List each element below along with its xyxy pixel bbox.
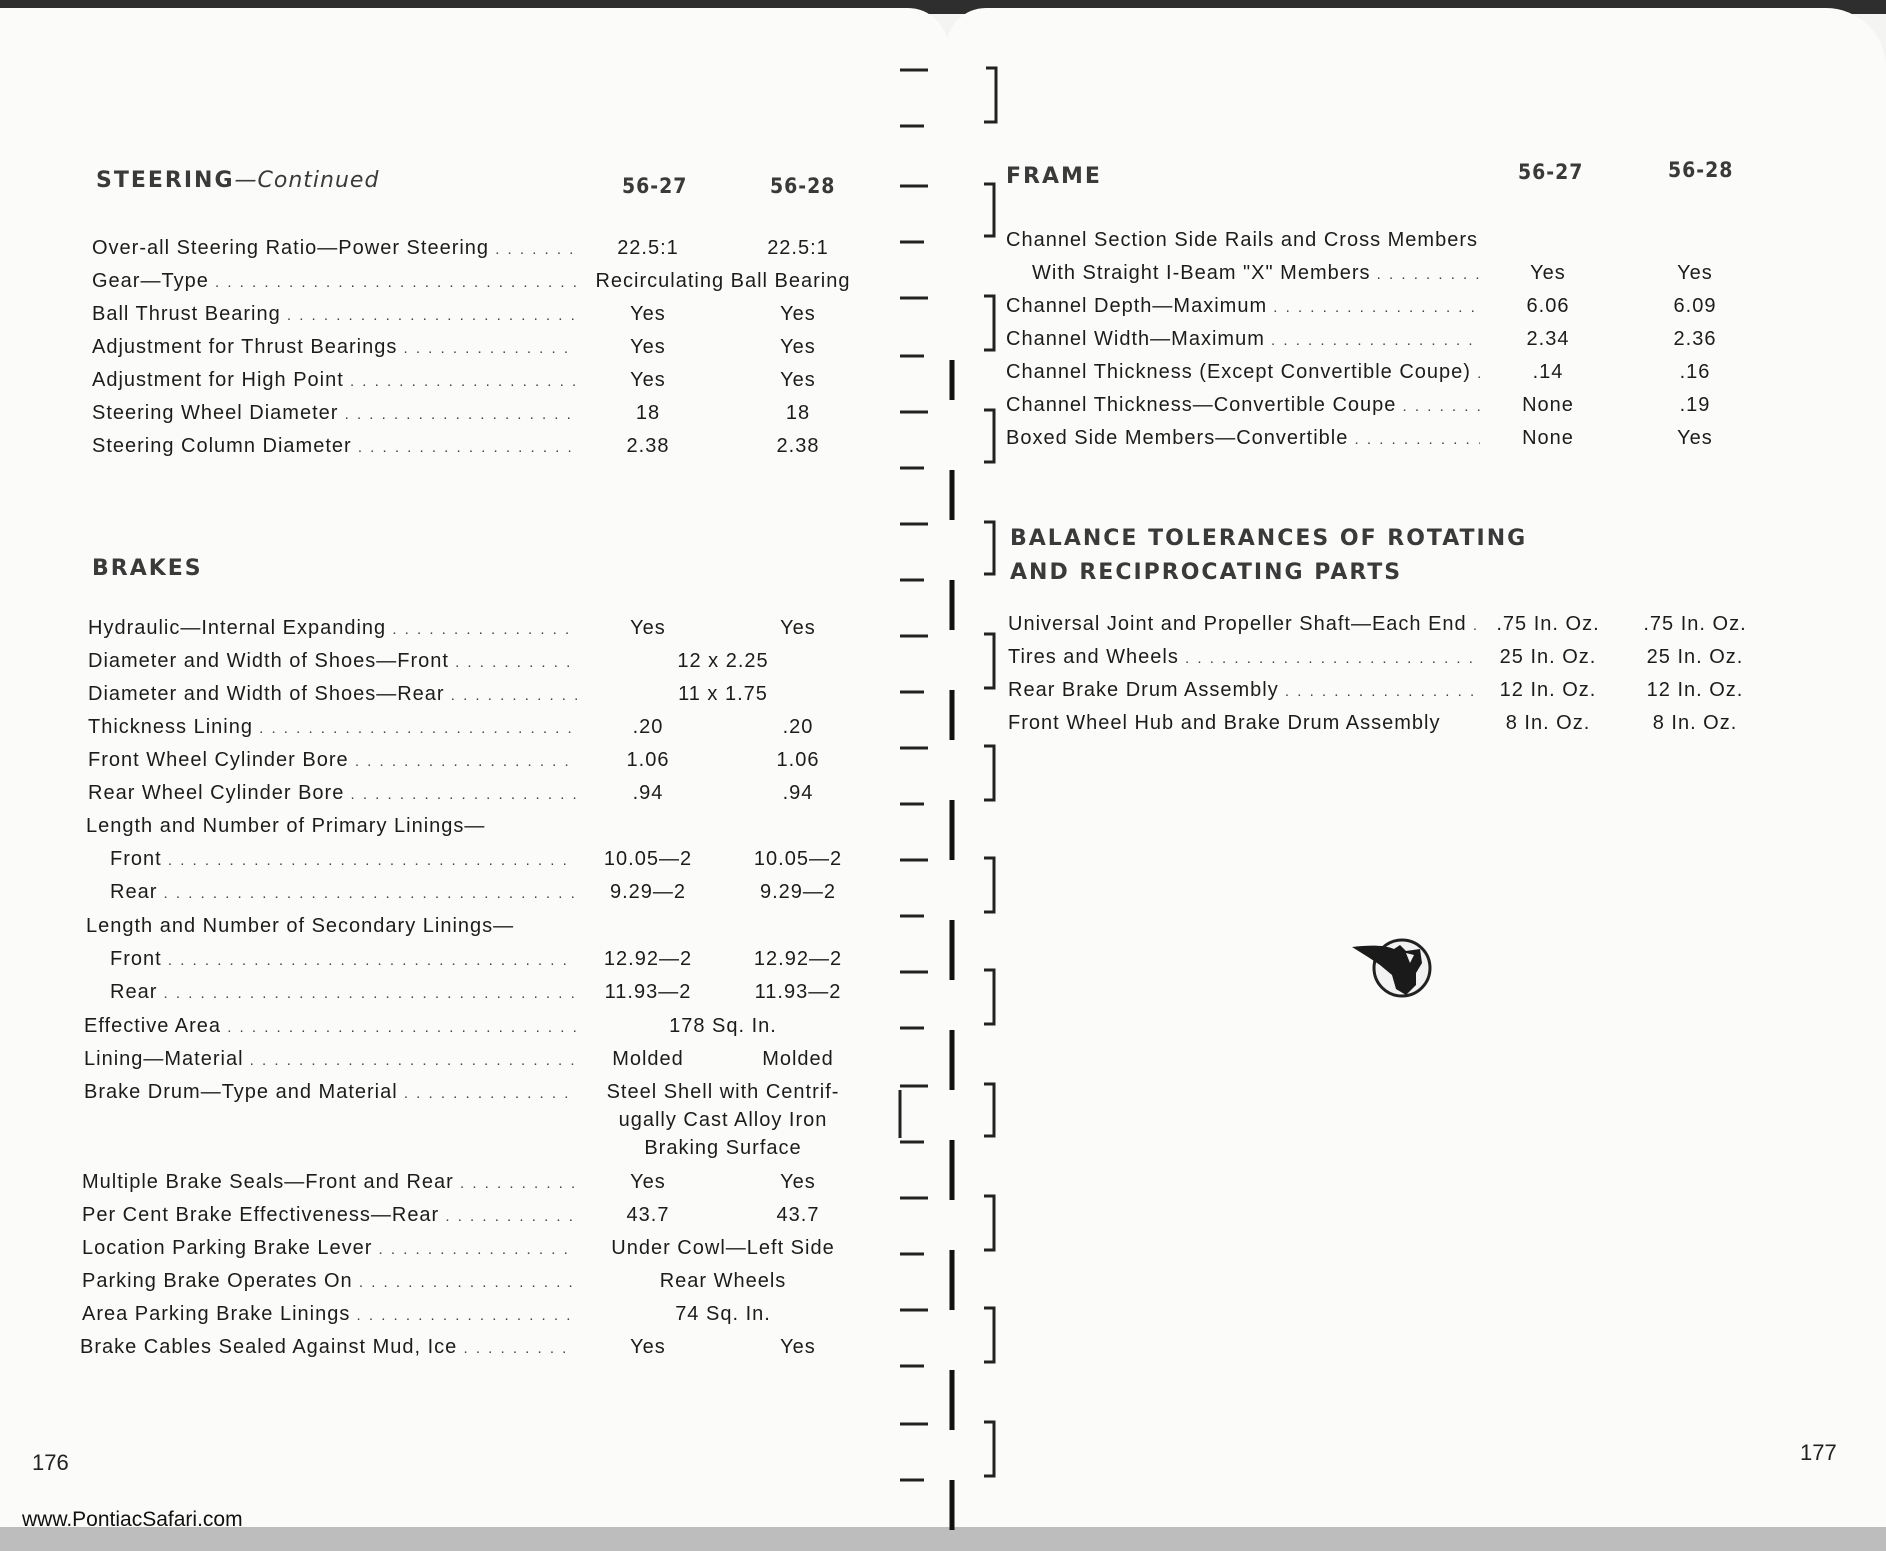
row-label: Front . . . [110,943,576,977]
value-56-28: 1.06 [776,749,820,771]
frame-col-head-56-27: 56-27 [1518,160,1584,184]
table-row [84,1043,884,1075]
value-56-28: Yes [780,1336,816,1358]
table-row [1006,323,1806,355]
row-label: Tires and Wheels . . . [1008,641,1480,675]
value-56-28: 43.7 [776,1204,820,1226]
page-number-left: 176 [32,1450,69,1475]
value-56-27: Molded [612,1048,684,1070]
value-56-28: 12.92—2 [753,948,843,970]
table-row [1006,356,1806,388]
table-row [80,1331,880,1363]
row-label: Length and Number of Primary Linings— [86,815,486,837]
steering-col-head-56-28: 56-28 [770,174,836,198]
value-56-27: 2.38 [626,435,670,457]
row-label: Brake Drum—Type and Material . . . [84,1076,576,1110]
value-56-28: .20 [782,716,814,738]
row-label: Adjustment for High Point . . . [92,364,577,398]
value-56-28: Yes [780,617,816,639]
value-both-models: 12 x 2.25 [677,650,769,672]
row-label: Parking Brake Operates On . . . [82,1265,574,1299]
value-56-28: .16 [1679,361,1711,383]
value-56-27: Yes [630,1336,666,1358]
value-56-27: Yes [630,336,666,358]
table-row [92,430,892,462]
value-both-models: 74 Sq. In. [675,1303,771,1325]
row-label: Length and Number of Secondary Linings— [86,915,515,937]
value-56-28: .75 In. Oz. [1643,613,1747,635]
table-row [88,678,888,710]
table-row-subheading [86,810,886,842]
value-56-27: Yes [630,1171,666,1193]
value-both-models: Under Cowl—Left Side [611,1237,835,1259]
row-label: Rear . . . [110,976,576,1010]
value-56-28: Yes [1677,262,1713,284]
title-line: AND RECIPROCATING PARTS [1010,560,1403,585]
row-label: Channel Section Side Rails and Cross Members [1006,229,1478,251]
row-label: Channel Depth—Maximum . . . [1006,290,1480,324]
row-label: Diameter and Width of Shoes—Front . . . [88,645,578,679]
table-row [88,777,888,809]
brakes-section-title: BRAKES [92,556,203,581]
value-56-28: 10.05—2 [753,848,843,870]
row-label: Front Wheel Cylinder Bore . . . [88,744,578,778]
table-row [92,298,892,330]
value-56-28: 8 In. Oz. [1652,712,1738,734]
pontiac-indian-head-icon [1350,935,1440,1005]
row-label: Diameter and Width of Shoes—Rear . . . [88,678,578,712]
table-row [110,943,890,975]
row-label: Universal Joint and Propeller Shaft—Each End . . . [1008,608,1480,642]
value-56-27: .94 [632,782,664,804]
value-line: ugally Cast Alloy Iron [618,1109,828,1131]
row-label: Ball Thrust Bearing . . . [92,298,577,332]
value-56-27: 22.5:1 [617,237,679,259]
value-56-27: 1.06 [626,749,670,771]
table-row [92,265,892,297]
row-label: Steering Column Diameter . . . [92,430,577,464]
row-label: Boxed Side Members—Convertible . . . [1006,422,1480,456]
value-56-28: 9.29—2 [759,881,837,903]
steering-col-head-56-27: 56-27 [622,174,688,198]
value-56-28: 18 [785,402,811,424]
row-label: Location Parking Brake Lever . . . [82,1232,574,1266]
table-row [92,397,892,429]
row-label: With Straight I-Beam "X" Members . . . [1032,257,1480,291]
row-label: Hydraulic—Internal Expanding . . . [88,612,578,646]
value-line: Braking Surface [644,1137,802,1159]
value-56-28: Yes [1677,427,1713,449]
title-line: BALANCE TOLERANCES OF ROTATING [1010,526,1528,551]
frame-section-title: FRAME [1006,164,1102,189]
value-56-27: 2.34 [1526,328,1570,350]
row-label: Adjustment for Thrust Bearings . . . [92,331,577,365]
value-56-28: Yes [780,369,816,391]
value-56-28: 11.93—2 [754,981,842,1003]
value-56-28: .94 [782,782,814,804]
value-56-27: 12 In. Oz. [1499,679,1597,701]
table-row [82,1199,882,1231]
value-56-28: Yes [780,336,816,358]
table-row [110,976,890,1008]
row-label: Channel Thickness—Convertible Coupe . . . [1006,389,1480,423]
table-row [110,876,890,908]
table-row [82,1298,882,1330]
value-56-27: Yes [630,303,666,325]
row-label: Rear Wheel Cylinder Bore . . . [88,777,578,811]
value-56-27: 43.7 [626,1204,670,1226]
value-56-27: .75 In. Oz. [1496,613,1600,635]
brake-drum-material-value [578,1078,868,1162]
frame-col-head-56-28: 56-28 [1668,158,1734,182]
table-row [92,232,892,264]
page-number-right: 177 [1800,1440,1837,1465]
value-both-models: Rear Wheels [659,1270,787,1292]
steering-section-title [96,168,379,193]
value-56-27: Yes [1530,262,1566,284]
row-label: Effective Area . . . [84,1010,576,1044]
value-56-27: 8 In. Oz. [1505,712,1591,734]
value-56-28: 25 In. Oz. [1646,646,1744,668]
row-label: Brake Cables Sealed Against Mud, Ice . . . [80,1331,572,1365]
row-label: Channel Thickness (Except Convertible Coupe) . . . [1006,356,1480,390]
row-label: Gear—Type . . . [92,265,577,299]
steering-title-text: STEERING [96,168,235,193]
row-label: Thickness Lining . . . [88,711,578,745]
value-56-27: 25 In. Oz. [1499,646,1597,668]
table-row [1006,389,1806,421]
row-label: Over-all Steering Ratio—Power Steering . . . [92,232,577,266]
table-row [82,1166,882,1198]
row-label: Front Wheel Hub and Brake Drum Assembly [1008,712,1441,734]
row-label: Per Cent Brake Effectiveness—Rear . . . [82,1199,574,1233]
table-row [1008,707,1808,739]
value-56-28: Yes [780,1171,816,1193]
table-row [92,331,892,363]
value-56-27: 9.29—2 [609,881,687,903]
value-56-27: None [1522,427,1574,449]
spiral-binding [880,0,1020,1551]
row-label: Rear . . . [110,876,576,910]
value-56-27: None [1522,394,1574,416]
steering-title-continued: —Continued [234,168,380,193]
table-row [88,744,888,776]
table-row [82,1232,882,1264]
table-row-subheading [1006,224,1806,256]
table-row [110,843,890,875]
value-56-27: .20 [632,716,664,738]
row-label: Multiple Brake Seals—Front and Rear . . . [82,1166,574,1200]
row-label: Steering Wheel Diameter . . . [92,397,577,431]
table-row [1008,608,1808,640]
value-56-28: 6.09 [1673,295,1717,317]
table-row [92,364,892,396]
value-56-28: Molded [762,1048,834,1070]
row-label: Rear Brake Drum Assembly . . . [1008,674,1480,708]
value-56-28: 2.36 [1673,328,1717,350]
value-56-28: Yes [780,303,816,325]
value-line: Steel Shell with Centrif- [606,1081,840,1103]
row-label: Front . . . [110,843,576,877]
watermark-url: www.PontiacSafari.com [22,1508,243,1531]
value-56-28: 12 In. Oz. [1646,679,1744,701]
table-row [88,711,888,743]
balance-tolerances-title [1010,522,1527,590]
table-row [82,1265,882,1297]
value-56-27: 12.92—2 [603,948,693,970]
value-both-models: 11 x 1.75 [678,683,768,705]
row-label: Channel Width—Maximum . . . [1006,323,1480,357]
value-56-28: .19 [1679,394,1711,416]
value-56-27: Yes [630,617,666,639]
row-label: Lining—Material . . . [84,1043,576,1077]
value-both-models: Recirculating Ball Bearing [595,270,851,292]
value-56-27: .14 [1532,361,1564,383]
table-row [88,645,888,677]
table-row [1032,257,1812,289]
value-56-27: 18 [635,402,661,424]
value-56-27: Yes [630,369,666,391]
value-56-28: 2.38 [776,435,820,457]
table-row [1006,290,1806,322]
table-row-subheading [86,910,886,942]
value-both-models: 178 Sq. In. [669,1015,777,1037]
table-row [1008,674,1808,706]
value-56-27: 10.05—2 [603,848,693,870]
value-56-27: 6.06 [1526,295,1570,317]
value-56-28: 22.5:1 [767,237,829,259]
row-label: Area Parking Brake Linings . . . [82,1298,574,1332]
table-row [88,612,888,644]
value-56-27: 11.93—2 [604,981,692,1003]
table-row [84,1010,884,1042]
table-row [1006,422,1806,454]
table-row [1008,641,1808,673]
